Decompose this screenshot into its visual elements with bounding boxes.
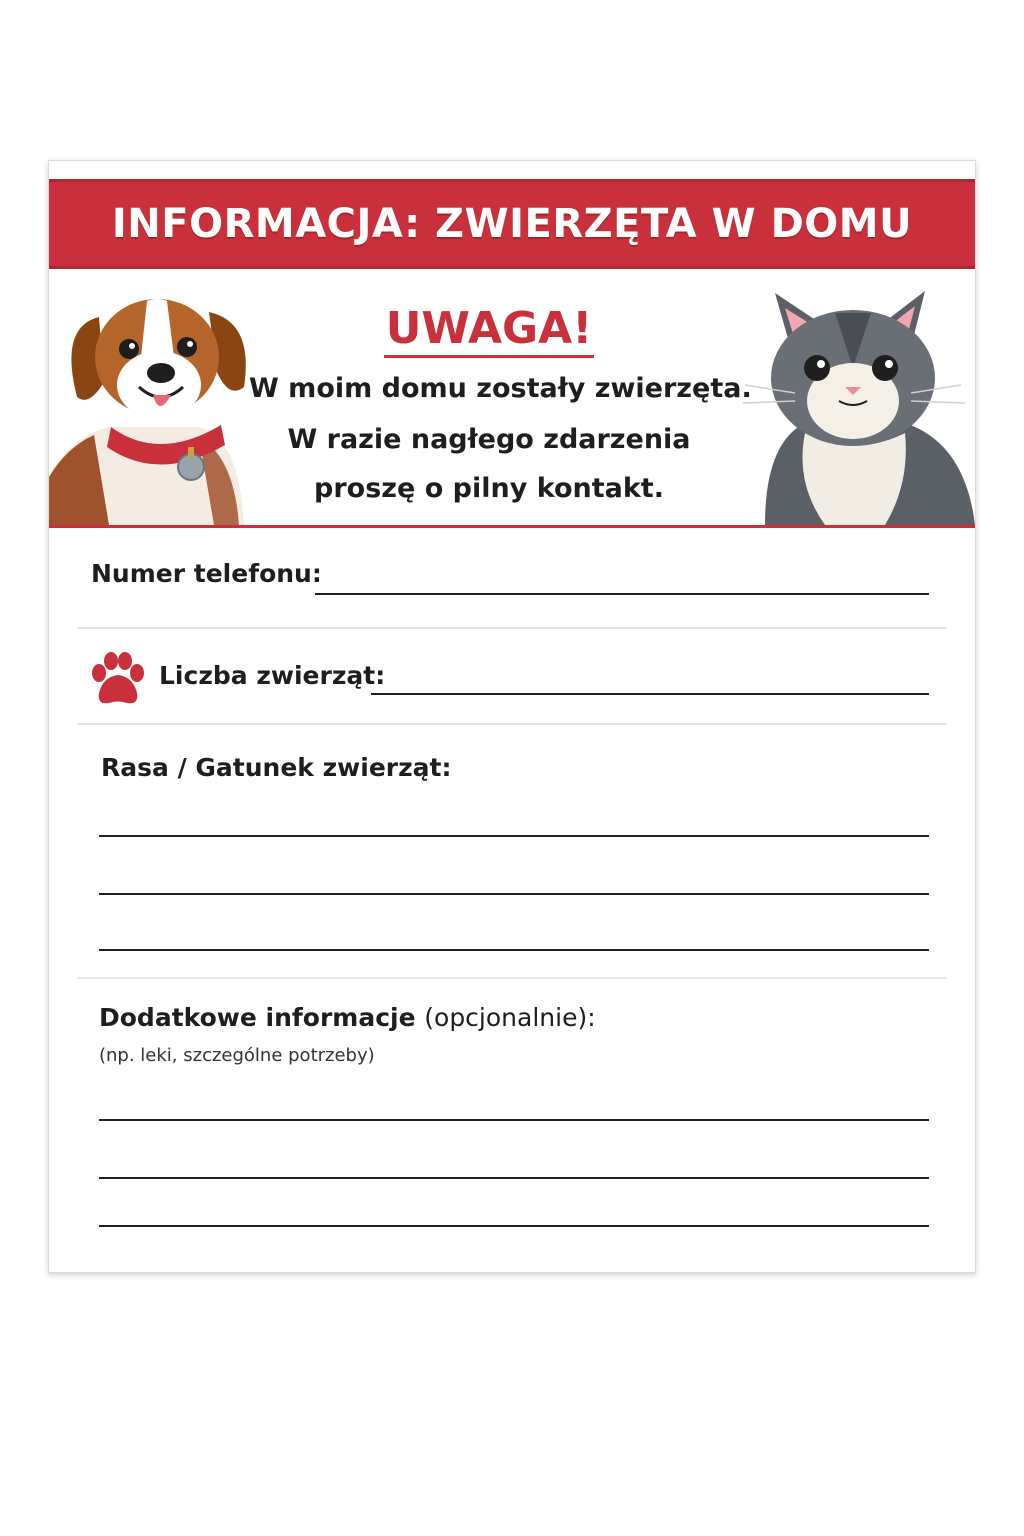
header-title: INFORMACJA: ZWIERZĘTA W DOMU bbox=[111, 201, 913, 247]
paw-icon bbox=[87, 651, 149, 707]
breed-input-line-1[interactable] bbox=[99, 835, 929, 837]
dog-illustration-icon bbox=[49, 287, 259, 525]
extra-info-label bbox=[99, 1003, 596, 1032]
warning-heading bbox=[299, 303, 679, 358]
breed-label: Rasa / Gatunek zwierząt: bbox=[101, 753, 452, 782]
breed-input-line-2[interactable] bbox=[99, 893, 929, 895]
message-line-2: W razie nagłego zdarzenia bbox=[287, 424, 691, 455]
warning-text: UWAGA! bbox=[384, 303, 595, 358]
divider-3 bbox=[77, 977, 947, 979]
pet-count-input-line[interactable] bbox=[371, 693, 929, 695]
extra-input-line-1[interactable] bbox=[99, 1119, 929, 1121]
phone-label: Numer telefonu: bbox=[91, 559, 322, 588]
divider-1 bbox=[77, 627, 947, 629]
extra-info-optional: (opcjonalnie): bbox=[424, 1003, 596, 1032]
warning-banner bbox=[49, 269, 975, 528]
message-line-3: proszę o pilny kontakt. bbox=[314, 473, 664, 504]
breed-input-line-3[interactable] bbox=[99, 949, 929, 951]
cat-illustration-icon bbox=[735, 283, 975, 525]
phone-input-line[interactable] bbox=[315, 593, 929, 595]
divider-2 bbox=[77, 723, 947, 725]
extra-info-hint: (np. leki, szczególne potrzeby) bbox=[99, 1045, 375, 1066]
pet-info-card bbox=[48, 160, 976, 1273]
extra-input-line-2[interactable] bbox=[99, 1177, 929, 1179]
extra-input-line-3[interactable] bbox=[99, 1225, 929, 1227]
message-line-1: W moim domu zostały zwierzęta. bbox=[249, 373, 752, 404]
extra-info-title: Dodatkowe informacje bbox=[99, 1003, 416, 1032]
header-bar bbox=[49, 179, 975, 269]
pet-count-label: Liczba zwierząt: bbox=[159, 661, 386, 690]
